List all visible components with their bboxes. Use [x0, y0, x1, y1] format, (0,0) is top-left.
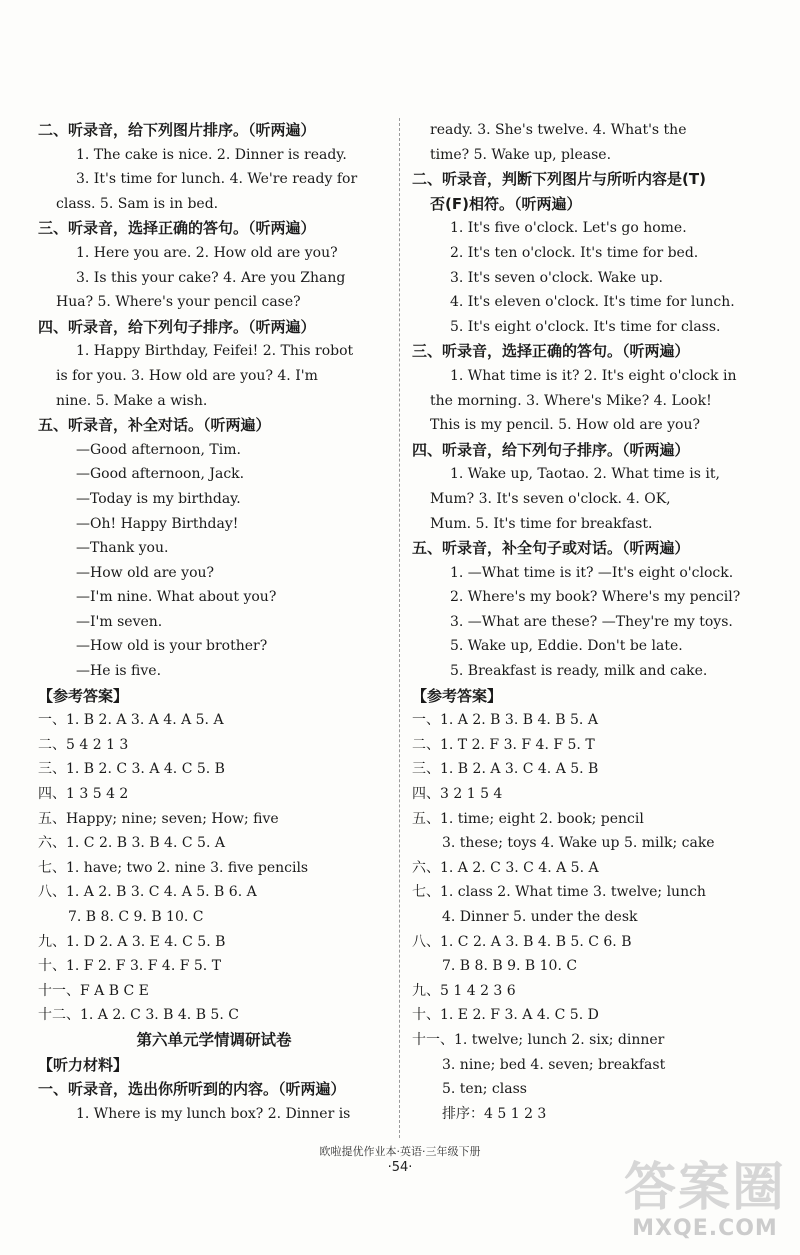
right-line: 1. It's five o'clock. Let's go home. [450, 220, 687, 237]
right-line: 1. —What time is it? —It's eight o'clock. [450, 564, 734, 581]
watermark-url: MXQE.COM [632, 1216, 778, 1241]
right-line: 2. It's ten o'clock. It's time for bed. [450, 244, 699, 261]
left-line: 1. Here you are. 2. How old are you? [76, 244, 338, 261]
right-line: 十一、1. twelve; lunch 2. six; dinner [412, 1031, 665, 1048]
right-line: 否(F)相符。（听两遍） [430, 194, 582, 213]
left-line: 3. Is this your cake? 4. Are you Zhang [76, 269, 346, 286]
right-line: 五、听录音，补全句子或对话。（听两遍） [412, 539, 690, 558]
left-line: 1. The cake is nice. 2. Dinner is ready. [76, 146, 347, 163]
left-column [38, 118, 390, 1126]
right-line: 三、1. B 2. A 3. C 4. A 5. B [412, 761, 599, 778]
right-line: 九、5 1 4 2 3 6 [412, 982, 516, 999]
watermark [624, 1160, 786, 1241]
left-line: 十二、1. A 2. C 3. B 4. B 5. C [38, 1007, 239, 1024]
left-line: class. 5. Sam is in bed. [56, 195, 219, 212]
right-line: 五、1. time; eight 2. book; pencil [412, 810, 644, 827]
left-line: 三、听录音，选择正确的答句。（听两遍） [38, 219, 316, 238]
right-line: 5. ten; class [442, 1081, 527, 1098]
right-line: ready. 3. She's twelve. 4. What's the [430, 122, 687, 138]
right-line: 4. Dinner 5. under the desk [442, 909, 638, 925]
left-line: 一、听录音，选出你所听到的内容。（听两遍） [38, 1080, 346, 1099]
right-line: 排序：4 5 1 2 3 [442, 1105, 547, 1122]
left-line: Hua? 5. Where's your pencil case? [56, 294, 301, 311]
left-line: is for you. 3. How old are you? 4. I'm [56, 367, 318, 384]
left-line: 七、1. have; two 2. nine 3. five pencils [38, 859, 309, 876]
left-line: 二、听录音，给下列图片排序。（听两遍） [38, 121, 316, 139]
left-line: 九、1. D 2. A 3. E 4. C 5. B [38, 933, 226, 950]
left-line: 【参考答案】 [38, 686, 129, 705]
right-line: time? 5. Wake up, please. [430, 146, 612, 163]
right-line: 六、1. A 2. C 3. C 4. A 5. A [412, 859, 599, 876]
left-line: 六、1. C 2. B 3. B 4. C 5. A [38, 835, 225, 852]
left-line: nine. 5. Make a wish. [56, 392, 208, 409]
right-line: 5. It's eight o'clock. It's time for class. [450, 318, 721, 335]
left-line: 1. Happy Birthday, Feifei! 2. This robot [76, 343, 354, 360]
left-line: 7. B 8. C 9. B 10. C [68, 909, 204, 925]
left-line: —Oh! Happy Birthday! [76, 515, 239, 532]
left-line: —Good afternoon, Jack. [76, 466, 245, 483]
right-line: 二、1. T 2. F 3. F 4. F 5. T [412, 736, 595, 753]
right-line: 二、听录音，判断下列图片与所听内容是(T) [412, 170, 706, 189]
left-line: 五、Happy; nine; seven; How; five [38, 810, 279, 827]
right-line: 7. B 8. B 9. B 10. C [442, 958, 578, 975]
right-line: 4. It's eleven o'clock. It's time for lunch. [450, 294, 735, 311]
footer-book-title: 欧啦提优作业本·英语·三年级下册 [319, 1145, 481, 1158]
right-line: 3. these; toys 4. Wake up 5. milk; cake [442, 835, 715, 852]
right-line: Mum. 5. It's time for breakfast. [430, 515, 653, 532]
right-line: 十、1. E 2. F 3. A 4. C 5. D [412, 1007, 599, 1024]
column-divider [399, 118, 400, 1138]
left-line: —Today is my birthday. [76, 490, 241, 507]
right-line: 八、1. C 2. A 3. B 4. B 5. C 6. B [412, 933, 632, 950]
left-line: —How old is your brother? [76, 638, 268, 655]
right-line: 【参考答案】 [412, 686, 503, 705]
right-line: 5. Wake up, Eddie. Don't be late. [450, 638, 683, 655]
left-line: 五、听录音，补全对话。（听两遍） [38, 416, 271, 435]
right-column [412, 118, 762, 1126]
right-line: 2. Where's my book? Where's my pencil? [450, 589, 741, 606]
left-line: —Thank you. [76, 540, 169, 557]
left-line: —He is five. [76, 663, 162, 680]
left-line: 三、1. B 2. C 3. A 4. C 5. B [38, 761, 225, 778]
page-number: ·54· [387, 1160, 413, 1175]
right-line: 5. Breakfast is ready, milk and cake. [450, 663, 708, 680]
right-line: 四、听录音，给下列句子排序。（听两遍） [412, 440, 690, 459]
left-line: —I'm seven. [76, 613, 163, 630]
left-line: 四、1 3 5 4 2 [38, 786, 129, 803]
left-line: 一、1. B 2. A 3. A 4. A 5. A [38, 712, 224, 729]
right-line: 三、听录音，选择正确的答句。（听两遍） [412, 342, 690, 361]
left-line: 3. It's time for lunch. 4. We're ready for [76, 171, 358, 188]
left-line: 八、1. A 2. B 3. C 4. A 5. B 6. A [38, 884, 257, 901]
right-line: 3. nine; bed 4. seven; breakfast [442, 1056, 666, 1073]
left-line: —I'm nine. What about you? [76, 589, 277, 606]
left-line: —Good afternoon, Tim. [76, 441, 241, 458]
left-line: 四、听录音，给下列句子排序。（听两遍） [38, 317, 316, 336]
right-line: 七、1. class 2. What time 3. twelve; lunch [412, 884, 706, 901]
right-line: Mum? 3. It's seven o'clock. 4. OK, [430, 490, 671, 507]
left-line: 十一、F A B C E [38, 982, 149, 999]
right-line: 3. It's seven o'clock. Wake up. [450, 269, 663, 286]
right-line: This is my pencil. 5. How old are you? [430, 417, 701, 434]
right-line: 一、1. A 2. B 3. B 4. B 5. A [412, 712, 598, 729]
right-line: 四、3 2 1 5 4 [412, 786, 503, 803]
right-line: 1. What time is it? 2. It's eight o'clock in [450, 367, 737, 384]
left-line: 十、1. F 2. F 3. F 4. F 5. T [38, 958, 222, 975]
right-line: 1. Wake up, Taotao. 2. What time is it, [450, 466, 720, 483]
right-line: 3. —What are these? —They're my toys. [450, 613, 733, 630]
left-line: 【听力材料】 [38, 1055, 129, 1074]
watermark-logo-text: 答案圈 [623, 1158, 786, 1218]
left-line: —How old are you? [76, 564, 215, 581]
left-line: 1. Where is my lunch box? 2. Dinner is [76, 1105, 351, 1122]
left-line: 第六单元学情调研试卷 [136, 1030, 292, 1049]
left-line: 二、5 4 2 1 3 [38, 736, 129, 753]
right-line: the morning. 3. Where's Mike? 4. Look! [430, 392, 712, 409]
